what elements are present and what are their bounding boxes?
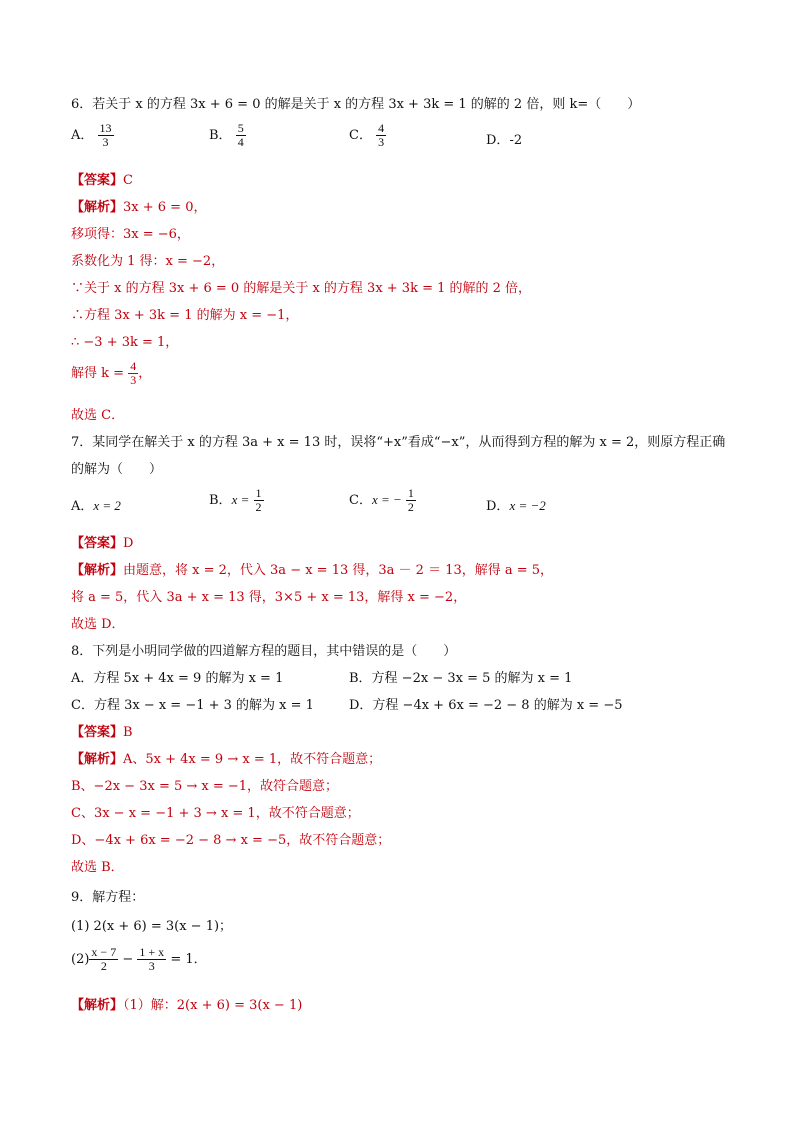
q8-option-d: D．方程 −4x + 6x = −2 − 8 的解为 x = −5 <box>349 698 623 713</box>
q9-part1: (1) 2(x + 6) = 3(x − 1)； <box>71 919 233 934</box>
q7-option-d: D．x = −2 <box>486 498 546 514</box>
q7-stem-line1: 7．某同学在解关于 x 的方程 3a + x = 13 时，误将“+x”看成“−x”，从而得到方程的解为 x = 2，则原方程正确 <box>71 435 726 450</box>
q6-option-a: A． $\frac{13}{3}$ <box>71 121 112 149</box>
q7-analysis-2: 将 a = 5，代入 3a + x = 13 得，3×5 + x = 13，解得 x = −2， <box>71 590 467 605</box>
q7-analysis-1: 【解析】由题意，将 x = 2，代入 3a − x = 13 得，3a － 2 ＝ 13，解得 a = 5， <box>71 563 554 578</box>
q6-answer: 【答案】C <box>71 173 133 188</box>
q7-option-a: A．x = 2 <box>71 498 121 514</box>
q6-conclusion: 故选 C． <box>71 408 125 423</box>
q8-option-a: A．方程 5x + 4x = 9 的解为 x = 1 <box>71 671 284 686</box>
q7-answer: 【答案】D <box>71 536 134 551</box>
q8-conclusion: 故选 B． <box>71 860 124 875</box>
q6-stem: 6．若关于 x 的方程 3x + 6 = 0 的解是关于 x 的方程 3x + 3k = 1 的解的 2 倍，则 k=（ ） <box>71 97 641 112</box>
q6-analysis-2: 移项得：3x = −6， <box>71 227 190 242</box>
q6-option-c: C． $\frac{4}{3}$ <box>349 121 385 149</box>
q6-analysis-3: 系数化为 1 得：x = −2， <box>71 254 225 269</box>
q6-option-d: D．-2 <box>486 133 523 148</box>
q6-analysis-solve: 解得 k = $\frac{4}{3}$ ， <box>71 359 152 387</box>
q6-analysis-1: 【解析】3x + 6 = 0， <box>71 200 207 215</box>
q6-analysis-5: ∴方程 3x + 3k = 1 的解为 x = −1， <box>71 308 299 323</box>
q7-option-b: B．x = $\frac{1}{2}$ <box>209 486 262 514</box>
q6-analysis-4: ∵关于 x 的方程 3x + 6 = 0 的解是关于 x 的方程 3x + 3k = 1 的解的 2 倍， <box>71 281 532 296</box>
q7-stem-line2: 的解为（ ） <box>71 462 163 477</box>
q9-stem: 9．解方程： <box>71 890 145 905</box>
q8-analysis-3: C、3x − x = −1 + 3 → x = 1，故不符合题意； <box>71 806 360 821</box>
q9-analysis: 【解析】（1）解：2(x + 6) = 3(x − 1) <box>71 998 303 1013</box>
q8-option-c: C．方程 3x − x = −1 + 3 的解为 x = 1 <box>71 698 314 713</box>
q9-part2: (2) $\frac{x - 7}{2}$ − $\frac{1 + x}{3}$ = 1． <box>71 945 207 973</box>
q7-conclusion: 故选 D． <box>71 617 125 632</box>
q6-analysis-6: ∴ −3 + 3k = 1， <box>71 335 179 350</box>
q8-stem: 8．下列是小明同学做的四道解方程的题目，其中错误的是（ ） <box>71 644 457 659</box>
q8-analysis-1: 【解析】A、5x + 4x = 9 → x = 1，故不符合题意； <box>71 752 382 767</box>
q8-option-b: B．方程 −2x − 3x = 5 的解为 x = 1 <box>349 671 573 686</box>
q8-answer: 【答案】B <box>71 725 133 740</box>
q8-analysis-4: D、−4x + 6x = −2 − 8 → x = −5，故不符合题意； <box>71 833 391 848</box>
q8-analysis-2: B、−2x − 3x = 5 → x = −1，故符合题意； <box>71 779 339 794</box>
q7-option-c: C．x = − $\frac{1}{2}$ <box>349 486 414 514</box>
q6-option-b: B． $\frac{5}{4}$ <box>209 121 244 149</box>
